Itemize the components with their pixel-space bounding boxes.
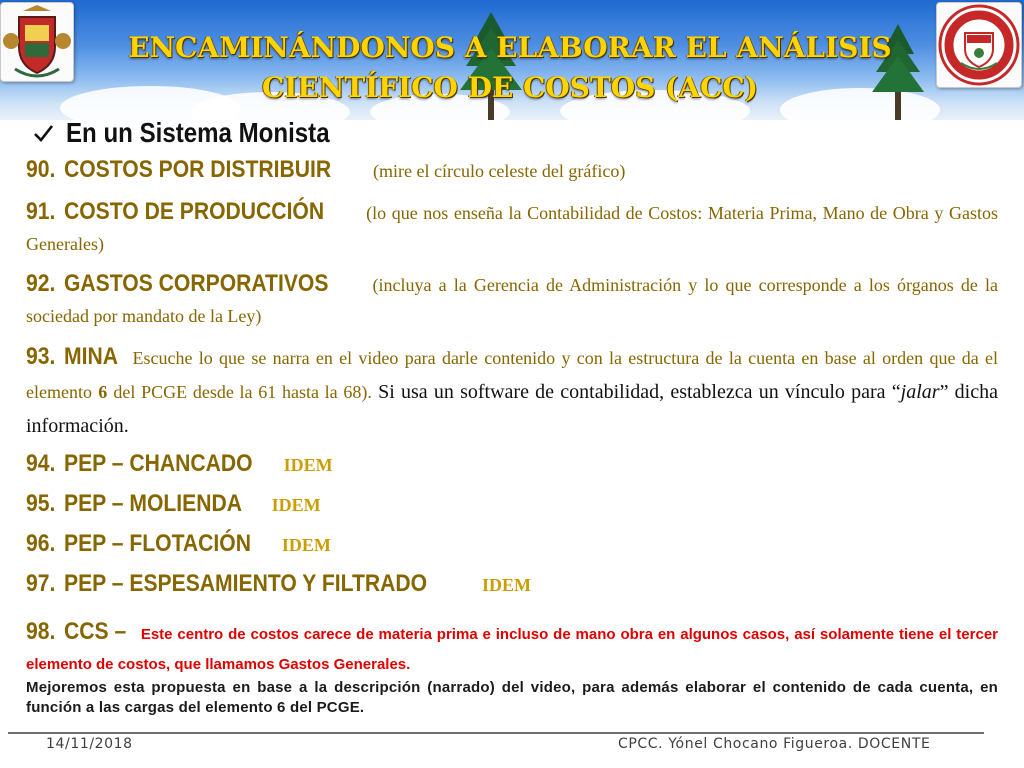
list-item [26,618,998,679]
idem-label: IDEM [281,535,331,555]
item-code: 94. [26,450,56,477]
idem-label: IDEM [271,495,321,515]
faculty-crest-icon [936,2,1022,88]
list-item [26,268,998,332]
checkmark-icon [32,122,54,144]
item-text: ” dicha información. [26,381,998,437]
list-item [26,156,998,184]
item-code: 92. [26,270,56,297]
subtitle: En un Sistema Monista [66,117,330,148]
item-alert-text: Este centro de costos carece de materia prima e incluso de mano obra en algunos casos, así solamente tiene el tercer elemento de costos, que llamamos Gastos Generales. [26,626,998,673]
list-item [26,450,998,478]
item-text-emphasis: jalar [900,381,940,403]
slide-title-line-2: CIENTÍFICO DE COSTOS (ACC) [262,71,758,104]
list-item [26,530,998,558]
subtitle-row [32,116,373,150]
coat-of-arms-icon [0,2,74,82]
slide-title-line-1: ENCAMINÁNDONOS A ELABORAR EL ANÁLISIS [128,31,892,64]
item-note: (lo que nos enseña la Contabilidad de Costos: Materia Prima, Mano de Obra y Gastos Generales) [26,203,998,254]
item-heading: PEP – CHANCADO [64,450,253,477]
item-heading: PEP – ESPESAMIENTO Y FILTRADO [64,570,428,597]
item-text: Si usa un software de contabilidad, establezca un vínculo para “ [378,381,901,403]
item-heading: CCS – [64,618,127,645]
item-code: 98. [26,618,56,645]
item-code: 93. [26,343,56,370]
item-code: 96. [26,530,56,557]
list-item [26,570,998,598]
list-item [26,490,998,518]
list-item [26,196,998,260]
footer-author: CPCC. Yónel Chocano Figueroa. DOCENTE [618,736,931,752]
item-heading: PEP – MOLIENDA [64,490,243,517]
item-note: (mire el círculo celeste del gráfico) [373,161,626,181]
item-note: Escuche lo que se narra en el video para darle contenido y con la estructura de la cuenta en base al orden que da el elemento [26,348,998,402]
item-heading: GASTOS CORPORATIVOS [64,270,329,297]
item-heading: COSTO DE PRODUCCIÓN [64,198,325,225]
closing-note: Mejoremos esta propuesta en base a la descripción (narrado) del video, para además elaborar el contenido de cada cuenta, en función a las cargas del elemento 6 del PCGE. [26,679,998,716]
footer-date: 14/11/2018 [46,736,133,752]
header-banner [0,0,1024,120]
item-note: (incluya a la Gerencia de Administración y lo que corresponde a los órganos de la sociedad por mandato de la Ley) [26,275,998,326]
item-heading: PEP – FLOTACIÓN [64,530,252,557]
item-code: 95. [26,490,56,517]
item-heading: MINA [64,343,119,370]
footer-divider [8,732,984,734]
idem-label: IDEM [481,575,531,595]
idem-label: IDEM [283,455,333,475]
item-heading: COSTOS POR DISTRIBUIR [64,156,332,183]
item-code: 90. [26,156,56,183]
item-code: 97. [26,570,56,597]
item-note: del PCGE desde la 61 hasta la 68). [113,382,372,402]
list-item [26,340,998,443]
item-code: 91. [26,198,56,225]
item-note-emphasis: 6 [98,382,108,402]
